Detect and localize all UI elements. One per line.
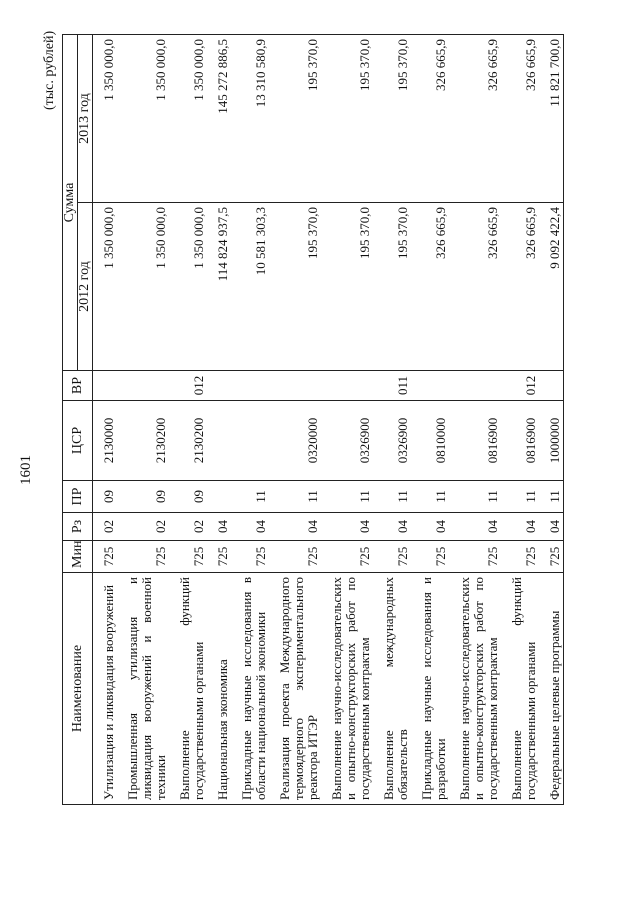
row-min: 725 [373,541,411,573]
row-vr [539,371,564,401]
row-min: 725 [207,541,231,573]
row-rz: 02 [117,513,169,541]
row-min: 725 [411,541,449,573]
row-vr [269,371,321,401]
row-sum-2012: 326 665,9 [411,203,449,371]
row-sum-2012: 10 581 303,3 [231,203,269,371]
row-vr [93,371,118,401]
row-vr [117,371,169,401]
row-name: Утилизация и ликвидация вооружений [93,573,118,805]
row-sum-2013: 1 350 000,0 [169,35,207,203]
row-pr: 11 [501,481,539,513]
row-sum-2013: 195 370,0 [269,35,321,203]
row-vr [321,371,373,401]
row-pr: 09 [117,481,169,513]
row-sum-2013: 11 821 700,0 [539,35,564,203]
row-csr: 0326900 [321,401,373,481]
row-min: 725 [169,541,207,573]
units-note: (тыс. рублей) [42,30,57,110]
header-vr: ВР [63,371,93,401]
row-pr: 09 [93,481,118,513]
row-csr: 0810000 [411,401,449,481]
row-sum-2012: 1 350 000,0 [93,203,118,371]
row-rz: 04 [539,513,564,541]
row-sum-2012: 195 370,0 [269,203,321,371]
row-pr: 11 [231,481,269,513]
row-name: Национальная экономика [207,573,231,805]
row-pr: 11 [269,481,321,513]
row-rz: 04 [449,513,501,541]
table-row [169,35,207,805]
row-sum-2012: 195 370,0 [373,203,411,371]
row-csr: 0320000 [269,401,321,481]
row-rz: 04 [411,513,449,541]
row-min: 725 [321,541,373,573]
row-sum-2012: 1 350 000,0 [117,203,169,371]
row-rz: 04 [231,513,269,541]
header-csr: ЦСР [63,401,93,481]
header-rz: Рз [63,513,93,541]
row-name: Промышленная утилизация и ликвидация вооружений и военной техники [117,573,169,805]
row-min: 725 [539,541,564,573]
budget-table [62,34,564,805]
row-csr: 2130200 [117,401,169,481]
row-vr [231,371,269,401]
row-sum-2012: 326 665,9 [449,203,501,371]
row-pr: 11 [411,481,449,513]
header-name: Наименование [63,573,93,805]
row-name: Выполнение научно-исследовательских и опытно-конструкторских работ по государственным контрактам [321,573,373,805]
header-year-2013: 2013 год [78,35,93,203]
row-min: 725 [93,541,118,573]
row-vr [207,371,231,401]
row-sum-2012: 326 665,9 [501,203,539,371]
header-min: Мин [63,541,93,573]
row-min: 725 [231,541,269,573]
row-rz: 04 [207,513,231,541]
row-csr: 0816900 [501,401,539,481]
row-sum-2013: 145 272 886,5 [207,35,231,203]
row-name: Выполнение международных обязательств [373,573,411,805]
row-sum-2012: 9 092 422,4 [539,203,564,371]
row-vr [449,371,501,401]
row-rz: 02 [93,513,118,541]
row-min: 725 [117,541,169,573]
row-csr [207,401,231,481]
row-pr: 11 [449,481,501,513]
table-row [207,35,231,805]
row-sum-2012: 195 370,0 [321,203,373,371]
row-sum-2012: 1 350 000,0 [169,203,207,371]
header-sum: Сумма [63,35,78,371]
row-csr: 0816900 [449,401,501,481]
row-name: Выполнение научно-исследовательских и опытно-конструкторских работ по государственным контрактам [449,573,501,805]
row-sum-2012: 114 824 937,5 [207,203,231,371]
row-sum-2013: 1 350 000,0 [93,35,118,203]
row-name: Прикладные научные исследования и разработки [411,573,449,805]
row-pr: 11 [321,481,373,513]
row-name: Прикладные научные исследования в области национальной экономики [231,573,269,805]
row-csr: 2130200 [169,401,207,481]
table-row [449,35,501,805]
table-body [93,35,564,805]
header-pr: ПР [63,481,93,513]
row-sum-2013: 1 350 000,0 [117,35,169,203]
row-sum-2013: 326 665,9 [501,35,539,203]
row-rz: 04 [321,513,373,541]
table-row [93,35,118,805]
table-row [411,35,449,805]
table-row [501,35,539,805]
row-rz: 04 [373,513,411,541]
row-min: 725 [449,541,501,573]
page-number: 1601 [18,455,34,485]
row-csr: 2130000 [93,401,118,481]
row-name: Реализация проекта Международного термоядерного экспериментального реактора ИТЭР [269,573,321,805]
row-pr: 11 [373,481,411,513]
row-sum-2013: 326 665,9 [411,35,449,203]
row-pr [207,481,231,513]
row-rz: 04 [501,513,539,541]
row-sum-2013: 326 665,9 [449,35,501,203]
table-row [321,35,373,805]
row-vr [411,371,449,401]
row-sum-2013: 195 370,0 [321,35,373,203]
row-sum-2013: 13 310 580,9 [231,35,269,203]
row-name: Выполнение функций государственными органами [169,573,207,805]
row-name: Федеральные целевые программы [539,573,564,805]
table-row [117,35,169,805]
row-min: 725 [269,541,321,573]
header-year-2012: 2012 год [78,203,93,371]
row-pr: 09 [169,481,207,513]
row-name: Выполнение функций государственными органами [501,573,539,805]
row-csr [231,401,269,481]
row-sum-2013: 195 370,0 [373,35,411,203]
row-rz: 02 [169,513,207,541]
table-row [231,35,269,805]
row-csr: 1000000 [539,401,564,481]
table-row [373,35,411,805]
row-vr: 011 [373,371,411,401]
row-vr: 012 [169,371,207,401]
table-row [539,35,564,805]
row-pr: 11 [539,481,564,513]
row-rz: 04 [269,513,321,541]
row-csr: 0326900 [373,401,411,481]
table-row [269,35,321,805]
row-min: 725 [501,541,539,573]
row-vr: 012 [501,371,539,401]
